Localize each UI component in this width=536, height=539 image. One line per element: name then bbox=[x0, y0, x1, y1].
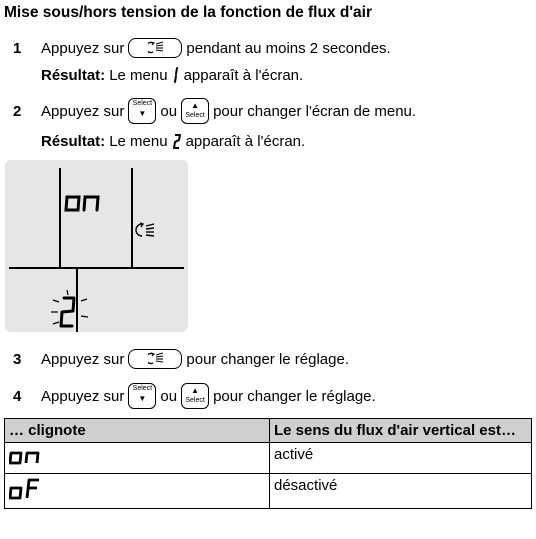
of-symbol-icon bbox=[9, 477, 49, 501]
select-label: Select bbox=[185, 112, 205, 119]
select-up-icon: ▲ bbox=[191, 101, 200, 110]
step-text-pre: Appuyez sur bbox=[41, 350, 125, 368]
step-3 bbox=[13, 347, 349, 371]
select-up-icon: ▲ bbox=[191, 386, 200, 395]
step-text-pre: Appuyez sur bbox=[41, 387, 125, 405]
step-text-mid: ou bbox=[160, 387, 178, 405]
table-header-row bbox=[5, 419, 532, 443]
step-text-post: pour changer le réglage. bbox=[186, 350, 350, 368]
table-header: Le sens du flux d'air vertical est… bbox=[270, 419, 532, 443]
select-down-icon: ▼ bbox=[138, 394, 147, 403]
result-text-pre: Le menu bbox=[109, 66, 168, 84]
table-cell: désactivé bbox=[270, 474, 532, 509]
step-text-post: pour changer le réglage. bbox=[213, 387, 376, 405]
select-label: Select bbox=[132, 100, 153, 107]
select-label: Select bbox=[185, 397, 205, 404]
select-label: Select bbox=[132, 385, 153, 392]
step-text-post: pendant au moins 2 secondes. bbox=[186, 39, 391, 57]
step-text-mid: ou bbox=[160, 102, 178, 120]
lcd-blinking-2 bbox=[61, 298, 74, 326]
step-1 bbox=[13, 36, 391, 60]
menu-digit-1-icon bbox=[172, 66, 180, 84]
airflow-button[interactable] bbox=[128, 349, 182, 369]
select-down-button[interactable] bbox=[128, 98, 156, 124]
step-number: 1 bbox=[13, 39, 22, 57]
airflow-button[interactable] bbox=[128, 38, 182, 58]
result-text-pre: Le menu bbox=[109, 132, 168, 150]
airflow-icon bbox=[148, 41, 164, 54]
step-number: 2 bbox=[13, 102, 22, 120]
result-text-post: apparaît à l'écran. bbox=[183, 66, 304, 84]
blink-rays-icon bbox=[51, 290, 88, 324]
on-symbol-icon bbox=[9, 446, 49, 466]
result-text-post: apparaît à l'écran. bbox=[185, 132, 306, 150]
result-1 bbox=[41, 66, 303, 84]
select-down-button[interactable] bbox=[128, 383, 156, 409]
step-text-pre: Appuyez sur bbox=[41, 102, 125, 120]
result-label: Résultat: bbox=[41, 132, 106, 150]
lcd-on-text bbox=[66, 197, 98, 210]
lcd-illustration bbox=[5, 160, 188, 332]
lcd-display bbox=[5, 160, 188, 332]
step-number: 4 bbox=[13, 387, 22, 405]
airflow-table bbox=[4, 418, 532, 509]
select-up-button[interactable] bbox=[181, 98, 209, 124]
table-cell-symbol bbox=[5, 443, 270, 474]
step-4 bbox=[13, 384, 376, 408]
lcd-airflow-icon bbox=[136, 223, 154, 236]
table-row bbox=[5, 474, 532, 509]
step-text-post: pour changer l'écran de menu. bbox=[213, 102, 417, 120]
select-down-icon: ▼ bbox=[138, 109, 147, 118]
result-label: Résultat: bbox=[41, 66, 106, 84]
airflow-icon bbox=[148, 352, 164, 365]
table-row bbox=[5, 443, 532, 474]
result-2 bbox=[41, 132, 305, 150]
table-cell: activé bbox=[270, 443, 532, 474]
step-number: 3 bbox=[13, 350, 22, 368]
table-cell-symbol bbox=[5, 474, 270, 509]
step-text-pre: Appuyez sur bbox=[41, 39, 125, 57]
menu-digit-2-icon bbox=[172, 132, 182, 150]
page-title: Mise sous/hors tension de la fonction de flux d'air bbox=[4, 4, 372, 21]
table-header: … clignote bbox=[5, 419, 270, 443]
step-2 bbox=[13, 99, 416, 123]
select-up-button[interactable] bbox=[181, 383, 209, 409]
